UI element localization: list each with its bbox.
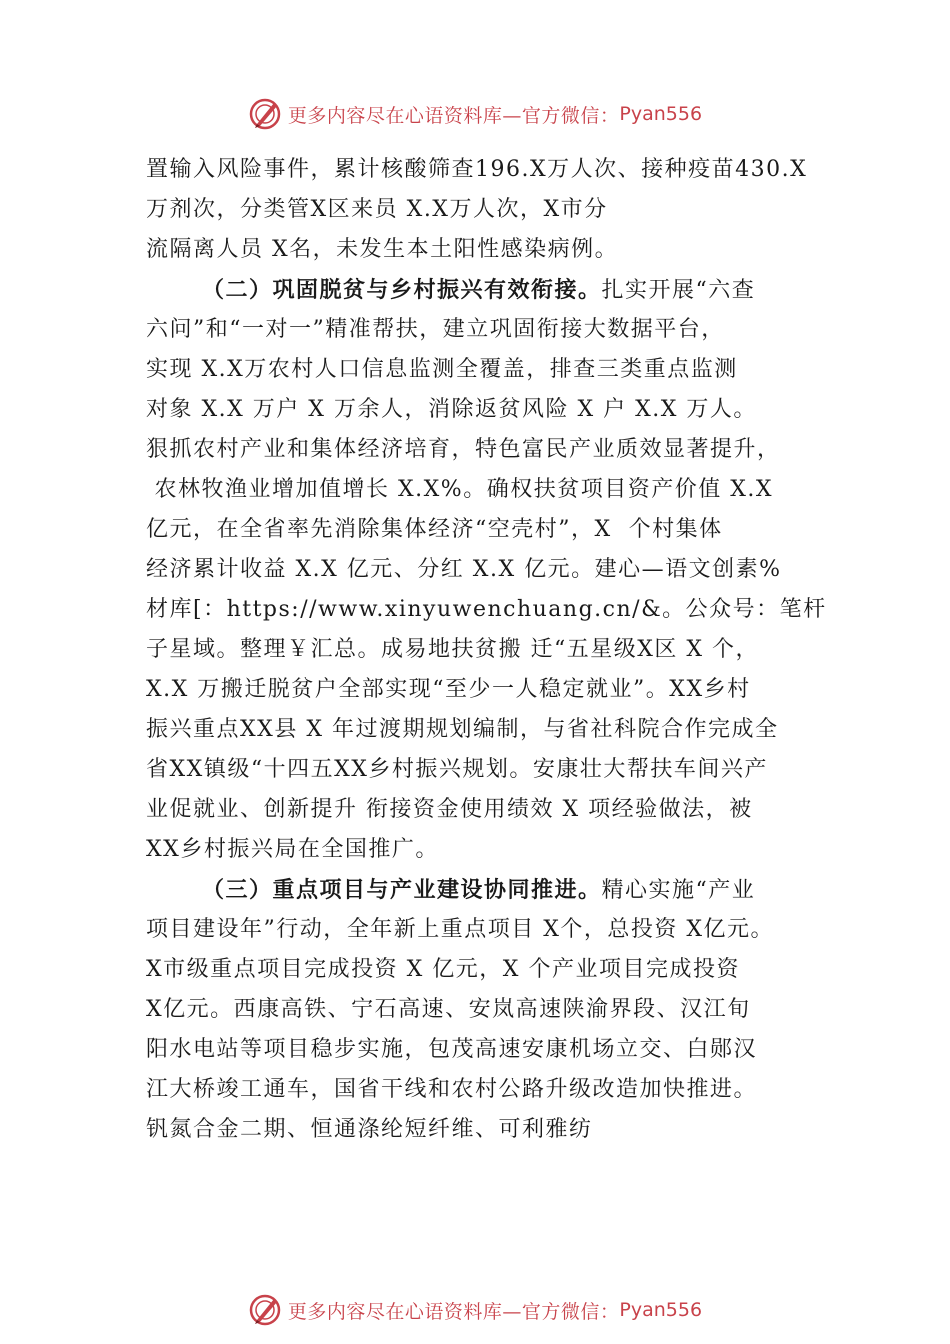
section-3-heading: （三）重点项目与产业建设协同推进。 xyxy=(202,877,602,903)
header-banner-text: 更多内容尽在心语资料库—官方微信： xyxy=(287,104,620,127)
header-banner xyxy=(0,94,950,134)
document-body xyxy=(146,150,836,1150)
text-line: 子星域。整理￥汇总。成易地扶贫搬 迁“五星级X区 X 个， xyxy=(146,637,760,662)
pen-seal-logo-icon xyxy=(248,1293,282,1327)
text-line: 六问”和“一对一”精准帮扶，建立巩固衔接大数据平台， xyxy=(146,317,725,342)
section-3-first-line xyxy=(146,870,836,910)
text-line: 振兴重点XX县 X 年过渡期规划编制，与省社科院合作完成全 xyxy=(146,717,779,742)
text-line: 亿元，在全省率先消除集体经济“空壳村”，X 个村集体 xyxy=(146,517,723,542)
header-banner-wechat: Pyan556 xyxy=(619,103,703,125)
pen-seal-logo-icon xyxy=(248,97,282,131)
text-line: 项目建设年”行动，全年新上重点项目 X个，总投资 X亿元。 xyxy=(146,917,775,942)
text-line: 省XX镇级“十四五XX乡村振兴规划。安康壮大帮扶车间兴产 xyxy=(146,757,768,782)
text-line: 对象 X.X 万户 X 万余人，消除返贫风险 X 户 X.X 万人。 xyxy=(146,397,757,422)
text-line: 农林牧渔业增加值增长 X.X%。确权扶贫项目资产价值 X.X xyxy=(146,477,774,502)
footer-banner xyxy=(0,1290,950,1330)
footer-banner-text: 更多内容尽在心语资料库—官方微信： xyxy=(287,1300,620,1323)
text-line: 置输入风险事件，累计核酸筛查196.X万人次、接种疫苗430.X xyxy=(146,157,808,182)
section-2-first-line xyxy=(146,270,836,310)
text-line: X.X 万搬迁脱贫户全部实现“至少一人稳定就业”。XX乡村 xyxy=(146,677,751,702)
text-line: 阳水电站等项目稳步实施，包茂高速安康机场立交、白郧汉 xyxy=(146,1037,758,1062)
footer-banner-wechat: Pyan556 xyxy=(619,1299,703,1321)
text-span: 精心实施“产业 xyxy=(601,878,756,903)
text-line: 业促就业、创新提升 衔接资金使用绩效 X 项经验做法，被 xyxy=(146,797,753,822)
text-line: X市级重点项目完成投资 X 亿元，X 个产业项目完成投资 xyxy=(146,957,740,982)
text-line: X亿元。西康高铁、宁石高速、安岚高速陕渝界段、汉江旬 xyxy=(146,997,751,1022)
text-line: XX乡村振兴局在全国推广。 xyxy=(146,837,439,862)
text-line: 钒氮合金二期、恒通涤纶短纤维、可利雅纺 xyxy=(146,1117,593,1142)
text-line: 狠抓农村产业和集体经济培育，特色富民产业质效显著提升， xyxy=(146,437,781,462)
text-line: 经济累计收益 X.X 亿元、分红 X.X 亿元。建心—语文创素% xyxy=(146,557,782,582)
text-line: 流隔离人员 X名，未发生本土阳性感染病例。 xyxy=(146,237,619,262)
section-2-heading: （二）巩固脱贫与乡村振兴有效衔接。 xyxy=(202,277,602,303)
text-line: 江大桥竣工通车，国省干线和农村公路升级改造加快推进。 xyxy=(146,1077,758,1102)
text-span: 扎实开展“六查 xyxy=(601,278,756,303)
text-line: 万剂次，分类管X区来员 X.X万人次，X市分 xyxy=(146,197,608,222)
text-line: 实现 X.X万农村人口信息监测全覆盖，排查三类重点监测 xyxy=(146,357,738,382)
text-line: 材库[：https://www.xinyuwenchuang.cn/&。公众号：笔杆 xyxy=(146,597,827,622)
